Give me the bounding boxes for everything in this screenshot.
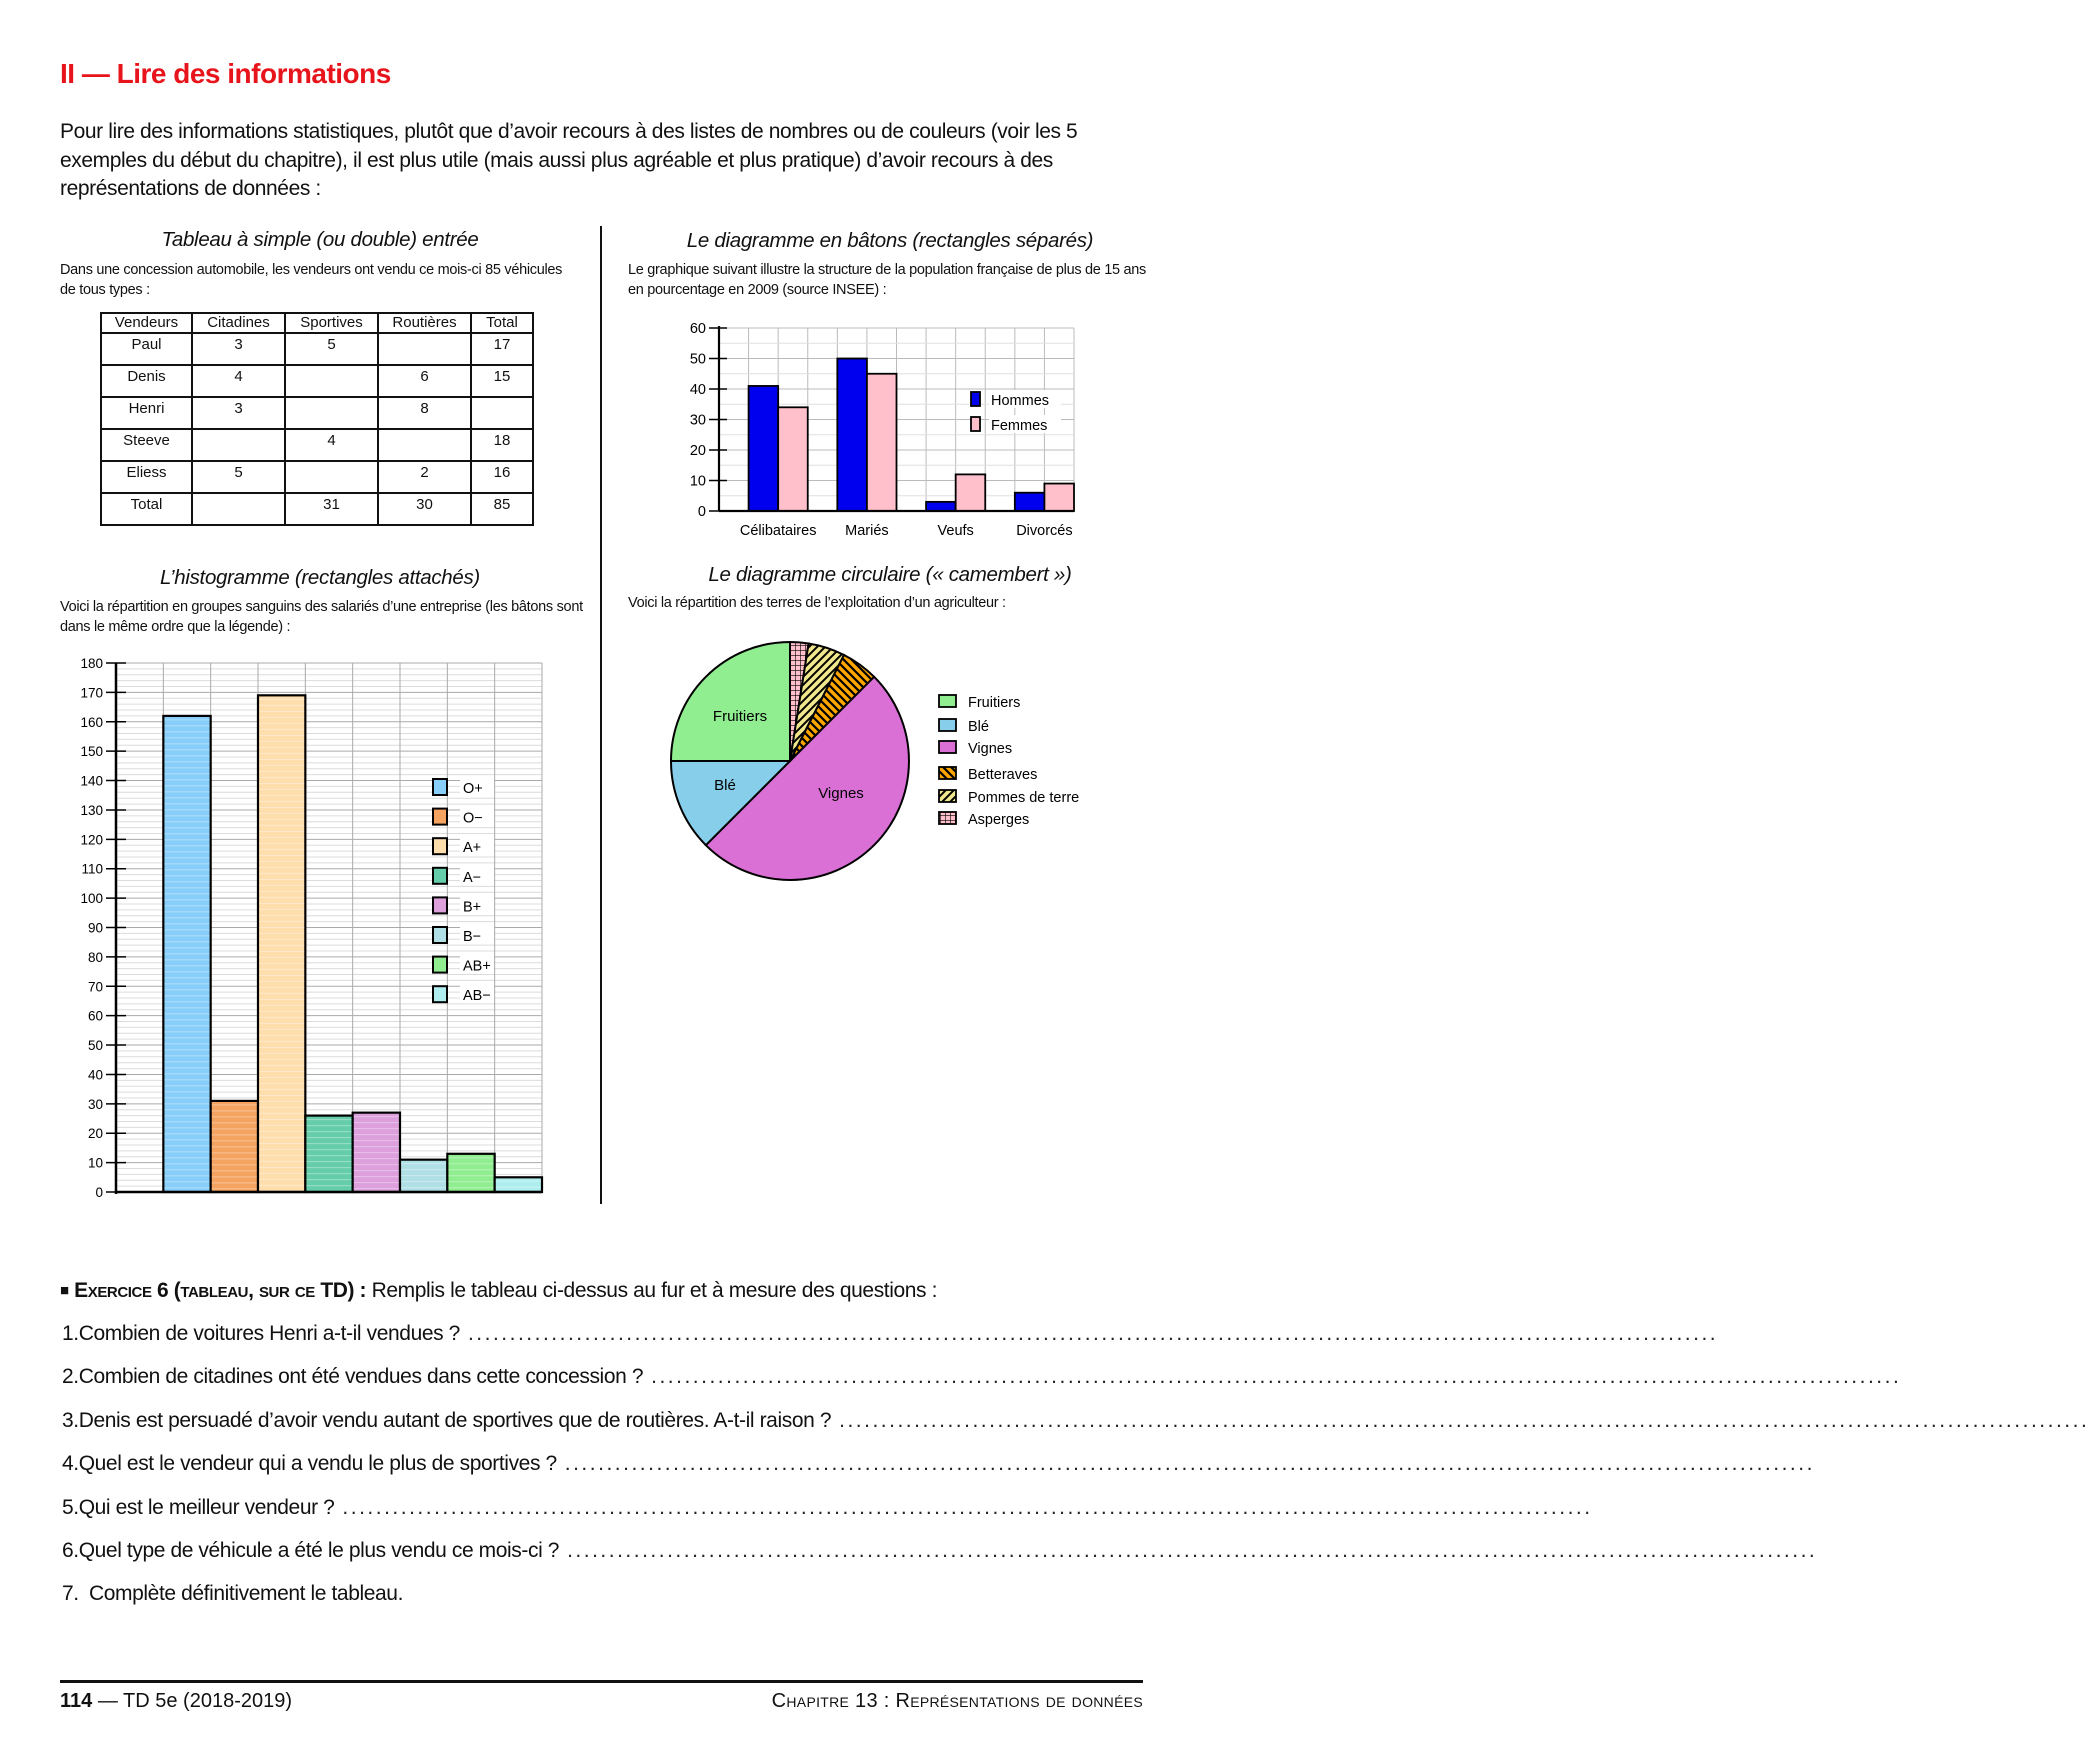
table-subtitle: Dans une concession automobile, les vendeurs ont vendu ce mois-ci 85 véhicules de tous types : bbox=[60, 262, 563, 298]
question-item bbox=[62, 1408, 2089, 1433]
legend-label: Betteraves bbox=[968, 767, 1038, 783]
section-title: II — Lire des informations bbox=[60, 58, 391, 89]
legend-swatch bbox=[433, 986, 447, 1002]
legend-label: Hommes bbox=[991, 393, 1050, 409]
bar-femmes bbox=[867, 374, 897, 511]
bar-femmes bbox=[778, 407, 808, 511]
footer-left bbox=[60, 1690, 292, 1713]
question-item bbox=[62, 1582, 1142, 1606]
question-text: Denis est persuadé d’avoir vendu autant de sportives que de routières. A-t-il raison ? bbox=[78, 1408, 832, 1432]
question-number: 6. bbox=[62, 1539, 79, 1562]
x-tick-label: Veufs bbox=[937, 523, 974, 539]
legend-swatch bbox=[433, 957, 447, 973]
histogram-bar bbox=[305, 1116, 352, 1192]
x-tick-label: Célibataires bbox=[739, 523, 817, 539]
slice-label: Vignes bbox=[818, 785, 864, 802]
question-item bbox=[62, 1365, 1902, 1389]
table-cell[interactable]: 4 bbox=[285, 429, 378, 461]
legend-swatch bbox=[433, 838, 447, 854]
bar-hommes bbox=[926, 502, 956, 511]
pie-chart bbox=[671, 642, 1079, 880]
y-tick-label: 0 bbox=[95, 1185, 103, 1200]
table-cell[interactable]: 85 bbox=[471, 493, 533, 525]
legend-swatch bbox=[433, 868, 447, 884]
legend-swatch bbox=[939, 719, 956, 731]
y-tick-label: 60 bbox=[689, 321, 706, 337]
legend-swatch bbox=[939, 695, 956, 707]
legend-swatch bbox=[433, 809, 447, 825]
legend-label: B− bbox=[463, 929, 482, 945]
question-number: 1. bbox=[62, 1322, 79, 1345]
histogram-bar bbox=[495, 1177, 542, 1192]
slice-label: Fruitiers bbox=[712, 708, 768, 725]
question-text: Combien de citadines ont été vendues dans cette concession ? bbox=[78, 1365, 644, 1389]
y-tick-label: 160 bbox=[80, 714, 103, 730]
page-number: 114 bbox=[60, 1690, 93, 1712]
legend-label: AB− bbox=[463, 988, 491, 1005]
histogram-bar bbox=[258, 695, 305, 1192]
histogram-subtitle: Voici la répartition en groupes sanguins des salariés d’une entreprise (les bâtons sont dans le même ordre que la légende) : bbox=[60, 599, 583, 635]
answer-line[interactable]: ...................................................................................................................................................... bbox=[839, 1408, 2089, 1432]
footer-chapter: Chapitre 13 : Représentations de données bbox=[771, 1690, 1143, 1712]
table-cell[interactable]: 2 bbox=[378, 461, 471, 493]
table-cell[interactable]: 15 bbox=[471, 365, 533, 397]
x-tick-label: Mariés bbox=[845, 523, 889, 539]
table-cell[interactable]: Denis bbox=[101, 365, 192, 397]
table-title: Tableau à simple (ou double) entrée bbox=[161, 228, 479, 251]
y-tick-label: 0 bbox=[697, 504, 706, 520]
question-number: 3. bbox=[62, 1408, 79, 1432]
answer-line[interactable]: ...................................................................................................................................................... bbox=[342, 1495, 1593, 1519]
table-cell[interactable]: 31 bbox=[285, 493, 378, 525]
legend-label: Pommes de terre bbox=[968, 790, 1080, 806]
table-cell[interactable]: 3 bbox=[192, 397, 285, 429]
legend-label: Asperges bbox=[968, 812, 1030, 828]
legend-swatch bbox=[433, 779, 447, 795]
histogram-plot bbox=[80, 656, 542, 1200]
y-tick-label: 170 bbox=[80, 685, 103, 701]
y-tick-label: 10 bbox=[87, 1155, 103, 1171]
bar-hommes bbox=[749, 386, 779, 511]
intro-paragraph: Pour lire des informations statistiques, plutôt que d’avoir recours à des listes de nombres ou de couleurs (voir les 5 exemples du début du chapitre), il est plus utile (mais aussi plus agréable et plus pratique) d’avoir recours à des représentations de données : bbox=[60, 120, 1078, 200]
y-tick-label: 90 bbox=[87, 920, 103, 936]
question-text: Quel est le vendeur qui a vendu le plus de sportives ? bbox=[78, 1452, 557, 1476]
y-tick-label: 60 bbox=[87, 1008, 103, 1024]
y-tick-label: 130 bbox=[80, 802, 103, 818]
answer-line[interactable]: ...................................................................................................................................................... bbox=[564, 1452, 1815, 1476]
table-cell[interactable]: 4 bbox=[192, 365, 285, 397]
question-text: Combien de voitures Henri a-t-il vendues ? bbox=[78, 1322, 460, 1345]
question-text: Complète définitivement le tableau. bbox=[89, 1582, 404, 1606]
question-item bbox=[62, 1495, 1593, 1520]
exercise-heading bbox=[60, 1279, 937, 1303]
y-tick-label: 140 bbox=[80, 773, 103, 789]
y-tick-label: 110 bbox=[81, 861, 103, 877]
table-header-cell: Routières bbox=[378, 313, 471, 333]
bar-hommes bbox=[837, 359, 867, 512]
bar-hommes bbox=[1015, 493, 1045, 511]
legend-label: Fruitiers bbox=[968, 695, 1021, 711]
legend-label: Blé bbox=[968, 719, 989, 735]
y-tick-label: 50 bbox=[689, 351, 706, 368]
table-cell[interactable]: 3 bbox=[192, 333, 285, 365]
y-tick-label: 30 bbox=[87, 1096, 103, 1112]
legend-swatch bbox=[971, 417, 980, 431]
y-tick-label: 80 bbox=[87, 949, 103, 965]
table-header-cell: Total bbox=[471, 313, 533, 333]
table-cell[interactable]: 30 bbox=[378, 493, 471, 525]
bar-chart-subtitle: Le graphique suivant illustre la structure de la population française de plus de 15 ans en pourcentage en 2009 (source INSEE) : bbox=[628, 262, 1146, 298]
legend-label: Femmes bbox=[991, 418, 1048, 434]
bullet-icon: ■ bbox=[60, 1282, 69, 1299]
y-tick-label: 40 bbox=[689, 382, 706, 398]
y-tick-label: 40 bbox=[87, 1067, 103, 1083]
legend-swatch bbox=[433, 897, 447, 913]
footer-course: — TD 5e (2018-2019) bbox=[92, 1690, 293, 1712]
legend-label: O− bbox=[463, 810, 483, 827]
table-cell[interactable]: 6 bbox=[378, 365, 471, 397]
y-tick-label: 100 bbox=[80, 891, 103, 907]
y-tick-label: 20 bbox=[87, 1126, 103, 1142]
y-tick-label: 10 bbox=[689, 473, 706, 490]
histogram-title: L’histogramme (rectangles attachés) bbox=[160, 566, 480, 589]
answer-line[interactable]: ...................................................................................................................................................... bbox=[467, 1322, 1719, 1345]
table-header-cell: Vendeurs bbox=[101, 313, 192, 333]
legend-swatch bbox=[433, 927, 447, 943]
legend-label: B+ bbox=[463, 899, 482, 916]
table-header-cell: Sportives bbox=[285, 313, 378, 333]
table-cell[interactable]: 18 bbox=[471, 429, 533, 461]
question-item bbox=[62, 1322, 1719, 1346]
answer-line[interactable]: ...................................................................................................................................................... bbox=[567, 1539, 1818, 1562]
table-cell[interactable]: Total bbox=[101, 493, 192, 525]
question-number: 7. bbox=[62, 1582, 79, 1606]
exercise-title: Exercice 6 (tableau, sur ce TD) : bbox=[74, 1279, 367, 1302]
legend-label: O+ bbox=[463, 781, 483, 797]
question-text: Qui est le meilleur vendeur ? bbox=[78, 1495, 335, 1519]
y-tick-label: 180 bbox=[80, 656, 103, 671]
question-number: 4. bbox=[62, 1452, 79, 1476]
legend-label: Vignes bbox=[968, 741, 1013, 757]
table-cell[interactable]: 16 bbox=[471, 461, 533, 493]
answer-line[interactable]: ...................................................................................................................................................... bbox=[651, 1365, 1902, 1389]
bar-chart-plot bbox=[690, 321, 1074, 539]
y-tick-label: 20 bbox=[689, 443, 706, 459]
slice-label: Blé bbox=[714, 777, 736, 794]
table-cell[interactable]: 17 bbox=[471, 333, 533, 365]
y-tick-label: 70 bbox=[87, 979, 103, 995]
pie-chart-title: Le diagramme circulaire (« camembert ») bbox=[708, 563, 1072, 586]
bar-chart-title: Le diagramme en bâtons (rectangles séparés) bbox=[686, 229, 1094, 252]
table-cell[interactable]: 8 bbox=[378, 397, 471, 429]
question-number: 5. bbox=[62, 1495, 79, 1519]
bar-femmes bbox=[956, 474, 986, 511]
legend-label: A+ bbox=[463, 840, 482, 857]
question-item bbox=[62, 1452, 1815, 1476]
x-tick-label: Divorcés bbox=[1016, 523, 1073, 539]
footer-rule bbox=[60, 1680, 1143, 1683]
table-cell[interactable]: Henri bbox=[101, 397, 192, 429]
table-cell[interactable]: Steeve bbox=[101, 429, 192, 461]
table-cell[interactable]: Paul bbox=[101, 333, 192, 365]
question-text: Quel type de véhicule a été le plus vendu ce mois-ci ? bbox=[78, 1539, 560, 1562]
histogram-bar bbox=[447, 1154, 494, 1192]
table-cell[interactable]: Eliess bbox=[101, 461, 192, 493]
table-header-cell: Citadines bbox=[192, 313, 285, 333]
y-tick-label: 120 bbox=[80, 832, 103, 848]
exercise-instruction: Remplis le tableau ci-dessus au fur et à mesure des questions : bbox=[371, 1279, 938, 1302]
legend-swatch bbox=[939, 812, 956, 824]
pie-slice bbox=[671, 642, 790, 761]
y-tick-label: 30 bbox=[689, 412, 706, 429]
legend-label: AB+ bbox=[463, 958, 491, 975]
table-cell[interactable]: 5 bbox=[192, 461, 285, 493]
bar-femmes bbox=[1044, 484, 1074, 511]
legend-swatch bbox=[939, 741, 956, 753]
question-number: 2. bbox=[62, 1365, 79, 1389]
pie-chart-subtitle: Voici la répartition des terres de l’exploitation d’un agriculteur : bbox=[628, 595, 1006, 611]
y-tick-label: 150 bbox=[80, 744, 103, 760]
legend-swatch bbox=[971, 392, 980, 406]
legend-label: A− bbox=[463, 869, 482, 886]
legend-swatch bbox=[939, 767, 956, 779]
question-item bbox=[62, 1539, 1818, 1563]
table-cell[interactable]: 5 bbox=[285, 333, 378, 365]
legend-swatch bbox=[939, 790, 956, 802]
y-tick-label: 50 bbox=[87, 1038, 103, 1054]
